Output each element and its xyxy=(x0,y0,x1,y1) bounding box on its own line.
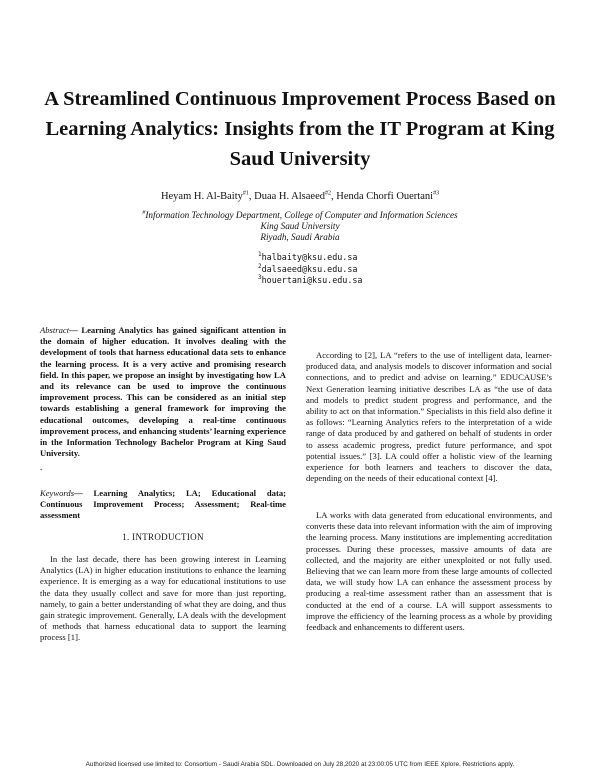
body-paragraph-1: According to [2], LA “refers to the use of intelligent data, learner-produced data, and analysis models to discover information and social connections, and to predict and advise on learning.” EDUCAUSE’s Next Generation learning initiative describes LA as “the use of data and models to predict student progress and performance, and the ability to act on that information.” Specialists in this field also define it as follows: “Learning Analytics refers to the interpretation of a wide range of data produced by and gathered on behalf of students in order to assess academic progress, predict future performance, and spot potential issues.” [3]. LA could offer a holistic view of the learning experience for both learners and teachers to discover the data, depending on the needs of their educational context [4]. xyxy=(306,350,552,484)
author-name: Duaa H. Alsaeed xyxy=(254,191,325,202)
author-marker: #1 xyxy=(242,190,249,197)
email-item: $^2$dalsaeed@ksu.edu.sa xyxy=(258,262,358,274)
paper-title: A Streamlined Continuous Improvement Process Based on Learning Analytics: Insights from the IT Program at King Saud University xyxy=(44,88,556,170)
body-paragraph-2: LA works with data generated from educational environments, and converts these data into relevant information with the aim of improving the learning process. Many institutions are implementing accreditation processes. During these processes, massive amounts of data are collected, and the majority are either unexploited or not fully used. Believing that we can learn more from these large amounts of collected data, we will study how LA can enhance the assessment process by producing a real-time assessment rather than an assessment that is conducted at the end of a course. LA will support assessments to improve the efficiency of the learning process as a whole by providing feedback and enhancements to different users. xyxy=(306,510,552,633)
author-name: Henda Chorfi Ouertani xyxy=(336,191,434,202)
keywords xyxy=(40,488,286,522)
abstract-label: Abstract xyxy=(40,325,70,335)
intro-paragraph: In the last decade, there has been growing interest in Learning Analytics (LA) in higher education institutions to enhance the learning experience. It is emerging as a way for educational institutions to use the data they usually collect and save for more than just reporting, namely, to gain a better understanding of what they are doing, and thus gain strategic improvement. Generally, LA deals with the development of methods that harness educational data to support the learning process [1]. xyxy=(40,554,286,643)
affiliation-marker: # xyxy=(142,209,146,216)
affiliation-department: Information Technology Department, College of Computer and Information Sciences xyxy=(145,210,458,220)
abstract xyxy=(40,325,286,459)
abstract-text: — Learning Analytics has gained significant attention in the domain of higher education. It involves dealing with the development of tools that harness educational data sets to enhance the learning process. It is a very active and promising research field. In this paper, we propose an insight by investigating how LA and its relevance can be used to improve the continuous improvement process. This can be considered as an initial step towards establishing a general framework for improving the educational outcomes, developing a real-time continuous improvement process, and enhancing students’ learning experience in the Information Technology Bachelor Program at King Saud University. xyxy=(40,325,286,459)
license-footer: Authorized licensed use limited to: Consortium - Saudi Arabia SDL. Downloaded on July 28,2020 at 23:00:05 UTC from IEEE Xplore. Restrictions apply. xyxy=(85,761,515,768)
affiliation xyxy=(40,210,560,243)
email-list xyxy=(258,252,362,287)
email-link[interactable]: dalsaeed@ksu.edu.sa xyxy=(261,263,358,274)
email-link[interactable]: houertani@ksu.edu.sa xyxy=(261,275,363,285)
affiliation-university: King Saud University xyxy=(260,221,340,231)
keywords-text: — Learning Analytics; LA; Educational data; Continuous Improvement Process; Assessment; Real-time assessment xyxy=(40,488,286,521)
author-list: Heyam H. Al-Baity$^{\#1}$, Duaa H. Alsaeed$^{\#2}$, Henda Chorfi Ouertani$^{\#3}$ xyxy=(160,190,440,202)
author-name: Heyam H. Al-Baity xyxy=(160,191,243,202)
stray-dot: . xyxy=(40,462,43,472)
author-marker: #3 xyxy=(433,190,440,197)
email-item: $^3$houertani@ksu.edu.sa xyxy=(258,274,363,285)
email-link[interactable]: halbaity@ksu.edu.sa xyxy=(261,252,358,262)
section-heading: 1. INTRODUCTION xyxy=(122,532,204,542)
email-item: $^1$halbaity@ksu.edu.sa xyxy=(258,251,358,262)
author-marker: #2 xyxy=(325,190,331,197)
keywords-label: Keywords xyxy=(40,488,75,498)
affiliation-city: Riyadh, Saudi Arabia xyxy=(260,232,340,242)
